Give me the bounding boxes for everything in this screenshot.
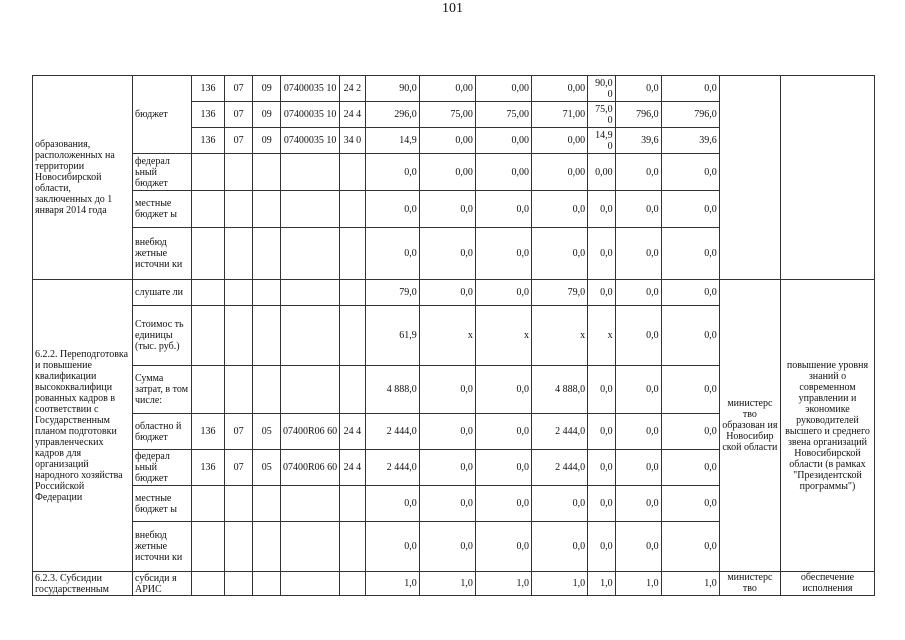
value-cell: 0,0: [661, 486, 719, 522]
value-cell: 0,00: [419, 154, 475, 191]
value-cell: 1,0: [615, 572, 661, 596]
value-cell: 0,0: [475, 414, 531, 450]
value-cell: 0,0: [475, 366, 531, 414]
value-cell: 0,0: [661, 366, 719, 414]
value-cell: 0,0: [615, 366, 661, 414]
code-cell: [340, 572, 366, 596]
value-cell: 0,0: [661, 191, 719, 228]
value-cell: x: [531, 306, 587, 366]
executor-cell: министерс тво: [719, 572, 780, 596]
value-cell: 1,0: [419, 572, 475, 596]
code-cell: 09: [253, 128, 281, 154]
value-cell: 0,00: [531, 128, 587, 154]
code-cell: 34 0: [340, 128, 366, 154]
value-cell: 0,00: [475, 76, 531, 102]
page-number: 101: [442, 1, 463, 16]
code-cell: [224, 228, 253, 280]
code-cell: [224, 522, 253, 572]
code-cell: [340, 191, 366, 228]
code-cell: 07400035 10: [280, 128, 339, 154]
code-cell: 136: [192, 102, 225, 128]
value-cell: 0,0: [475, 450, 531, 486]
value-cell: 90,0 0: [588, 76, 616, 102]
code-cell: 07400035 10: [280, 102, 339, 128]
value-cell: 0,0: [419, 280, 475, 306]
value-cell: 0,0: [475, 280, 531, 306]
code-cell: 09: [253, 76, 281, 102]
code-cell: 07: [224, 128, 253, 154]
code-cell: [340, 306, 366, 366]
value-cell: 0,0: [615, 280, 661, 306]
value-cell: 14,9: [365, 128, 419, 154]
value-cell: 4 888,0: [365, 366, 419, 414]
code-cell: [280, 306, 339, 366]
code-cell: [224, 572, 253, 596]
code-cell: [192, 486, 225, 522]
code-cell: [340, 154, 366, 191]
code-cell: [340, 280, 366, 306]
value-cell: 0,0: [419, 522, 475, 572]
value-cell: 75,00: [419, 102, 475, 128]
value-cell: 0,0: [531, 228, 587, 280]
value-cell: 0,0: [475, 486, 531, 522]
code-cell: [192, 280, 225, 306]
value-cell: 0,0: [365, 154, 419, 191]
code-cell: 09: [253, 102, 281, 128]
value-cell: 0,0: [661, 414, 719, 450]
result-cell: обеспечение исполнения: [780, 572, 874, 596]
value-cell: x: [588, 306, 616, 366]
value-cell: 0,0: [615, 522, 661, 572]
value-cell: 0,00: [531, 154, 587, 191]
value-cell: 2 444,0: [531, 450, 587, 486]
code-cell: [253, 280, 281, 306]
value-cell: 0,00: [588, 154, 616, 191]
value-cell: 0,00: [475, 154, 531, 191]
code-cell: [340, 522, 366, 572]
value-cell: 0,0: [365, 522, 419, 572]
table-row: [33, 76, 875, 102]
value-cell: 0,0: [588, 228, 616, 280]
value-cell: 0,0: [475, 191, 531, 228]
code-cell: 24 4: [340, 102, 366, 128]
code-cell: 07: [224, 414, 253, 450]
value-cell: 0,0: [615, 414, 661, 450]
executor-cell: министерс тво образован ия Новосибир ской области: [719, 280, 780, 572]
code-cell: 07400R06 60: [280, 450, 339, 486]
result-cell: повышение уровня знаний о современном управлении и экономике руководителей высшего и среднего звена организаций Новосибирской области (в рамках "Президентской программы"): [780, 280, 874, 572]
value-cell: 1,0: [531, 572, 587, 596]
value-cell: 61,9: [365, 306, 419, 366]
code-cell: [280, 522, 339, 572]
code-cell: 24 4: [340, 414, 366, 450]
value-cell: 0,0: [419, 414, 475, 450]
activity-name: 6.2.2. Переподготовка и повышение квалификации высококвалифици рованных кадров в соответствии с Государственным планом подготовки управленческих кадров для организаций народного хозяйства Российской Федерации: [33, 280, 133, 572]
code-cell: [253, 522, 281, 572]
code-cell: [192, 522, 225, 572]
value-cell: 0,0: [588, 191, 616, 228]
code-cell: [253, 366, 281, 414]
value-cell: 90,0: [365, 76, 419, 102]
value-cell: 0,0: [661, 76, 719, 102]
value-cell: 0,0: [419, 486, 475, 522]
value-cell: 0,0: [615, 228, 661, 280]
value-cell: 0,00: [475, 128, 531, 154]
code-cell: [280, 366, 339, 414]
code-cell: [224, 191, 253, 228]
value-cell: 0,0: [475, 522, 531, 572]
code-cell: [192, 228, 225, 280]
value-cell: 0,0: [365, 486, 419, 522]
value-cell: 0,0: [475, 228, 531, 280]
code-cell: [280, 228, 339, 280]
value-cell: 79,0: [365, 280, 419, 306]
code-cell: 136: [192, 128, 225, 154]
activity-name: 6.2.3. Субсидии государственным: [33, 572, 133, 596]
value-cell: 1,0: [588, 572, 616, 596]
value-cell: 75,00: [475, 102, 531, 128]
value-cell: 0,0: [419, 228, 475, 280]
funding-source: внебюд жетные источни ки: [133, 228, 192, 280]
code-cell: [280, 280, 339, 306]
code-cell: 136: [192, 76, 225, 102]
value-cell: 0,0: [615, 76, 661, 102]
value-cell: 2 444,0: [531, 414, 587, 450]
value-cell: 14,9 0: [588, 128, 616, 154]
code-cell: [340, 228, 366, 280]
value-cell: 0,0: [531, 486, 587, 522]
value-cell: 0,0: [419, 191, 475, 228]
value-cell: 0,0: [661, 522, 719, 572]
value-cell: 0,0: [365, 228, 419, 280]
value-cell: 75,0 0: [588, 102, 616, 128]
value-cell: 0,0: [615, 450, 661, 486]
code-cell: [280, 191, 339, 228]
value-cell: 0,0: [661, 154, 719, 191]
code-cell: 07: [224, 102, 253, 128]
value-cell: 0,0: [615, 191, 661, 228]
value-cell: 2 444,0: [365, 450, 419, 486]
value-cell: 1,0: [661, 572, 719, 596]
code-cell: 07400035 10: [280, 76, 339, 102]
table-row: [33, 280, 875, 306]
code-cell: 05: [253, 450, 281, 486]
value-cell: 0,0: [588, 366, 616, 414]
code-cell: [192, 306, 225, 366]
value-cell: 0,0: [531, 522, 587, 572]
result-cell: [780, 76, 874, 280]
value-cell: 0,0: [615, 154, 661, 191]
value-cell: x: [419, 306, 475, 366]
code-cell: [253, 306, 281, 366]
value-cell: 0,0: [661, 306, 719, 366]
funding-source: слушате ли: [133, 280, 192, 306]
value-cell: 2 444,0: [365, 414, 419, 450]
funding-source: местные бюджет ы: [133, 191, 192, 228]
code-cell: [340, 366, 366, 414]
funding-source: местные бюджет ы: [133, 486, 192, 522]
code-cell: [280, 572, 339, 596]
funding-source: областно й бюджет: [133, 414, 192, 450]
activity-name: образования, расположенных на территории Новосибирской области, заключенных до 1 января 2014 года: [33, 76, 133, 280]
code-cell: [224, 486, 253, 522]
code-cell: [253, 486, 281, 522]
value-cell: 0,0: [531, 191, 587, 228]
funding-source: Сумма затрат, в том числе:: [133, 366, 192, 414]
funding-source: Стоимос ть единицы (тыс. руб.): [133, 306, 192, 366]
code-cell: 05: [253, 414, 281, 450]
code-cell: [280, 486, 339, 522]
code-cell: [253, 228, 281, 280]
funding-source: бюджет: [133, 76, 192, 154]
value-cell: 4 888,0: [531, 366, 587, 414]
value-cell: 796,0: [661, 102, 719, 128]
code-cell: [253, 154, 281, 191]
code-cell: [192, 572, 225, 596]
value-cell: 39,6: [661, 128, 719, 154]
code-cell: [224, 306, 253, 366]
code-cell: 07: [224, 450, 253, 486]
code-cell: [280, 154, 339, 191]
table-row: [33, 572, 875, 596]
funding-source: субсиди я АРИС: [133, 572, 192, 596]
value-cell: 796,0: [615, 102, 661, 128]
code-cell: [192, 366, 225, 414]
funding-source: внебюд жетные источни ки: [133, 522, 192, 572]
value-cell: 0,0: [588, 486, 616, 522]
budget-table: [32, 75, 875, 596]
code-cell: [192, 154, 225, 191]
value-cell: 0,0: [588, 522, 616, 572]
value-cell: 0,0: [661, 280, 719, 306]
value-cell: 296,0: [365, 102, 419, 128]
value-cell: 0,0: [661, 228, 719, 280]
code-cell: 136: [192, 450, 225, 486]
value-cell: 0,00: [419, 128, 475, 154]
code-cell: [224, 366, 253, 414]
code-cell: [224, 154, 253, 191]
value-cell: 71,00: [531, 102, 587, 128]
executor-cell: [719, 76, 780, 280]
funding-source: федерал ьный бюджет: [133, 154, 192, 191]
value-cell: 0,00: [419, 76, 475, 102]
value-cell: 0,0: [419, 450, 475, 486]
code-cell: 136: [192, 414, 225, 450]
code-cell: 07400R06 60: [280, 414, 339, 450]
value-cell: 0,0: [588, 450, 616, 486]
value-cell: 0,0: [615, 306, 661, 366]
value-cell: 0,00: [531, 76, 587, 102]
value-cell: 1,0: [475, 572, 531, 596]
value-cell: 0,0: [365, 191, 419, 228]
code-cell: [253, 191, 281, 228]
value-cell: 0,0: [615, 486, 661, 522]
code-cell: [224, 280, 253, 306]
code-cell: 07: [224, 76, 253, 102]
code-cell: 24 4: [340, 450, 366, 486]
funding-source: федерал ьный бюджет: [133, 450, 192, 486]
value-cell: 0,0: [588, 414, 616, 450]
code-cell: [340, 486, 366, 522]
value-cell: 0,0: [661, 450, 719, 486]
value-cell: 1,0: [365, 572, 419, 596]
value-cell: 0,0: [588, 280, 616, 306]
value-cell: 39,6: [615, 128, 661, 154]
value-cell: x: [475, 306, 531, 366]
value-cell: 0,0: [419, 366, 475, 414]
code-cell: 24 2: [340, 76, 366, 102]
code-cell: [192, 191, 225, 228]
code-cell: [253, 572, 281, 596]
value-cell: 79,0: [531, 280, 587, 306]
